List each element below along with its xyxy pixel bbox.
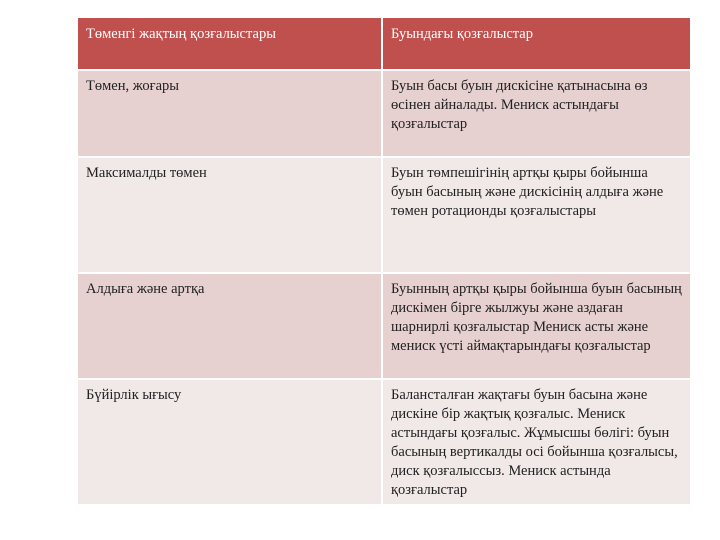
table-header-row [78, 18, 691, 70]
cell-jaw-movement: Максималды төмен [78, 157, 382, 273]
cell-joint-movement: Буын басы буын дискісіне қатынасына өз өсінен айналады. Мениск астындағы қозғалыстар [382, 70, 691, 157]
cell-jaw-movement: Бүйірлік ығысу [78, 379, 382, 505]
header-cell-jaw-movements: Төменгі жақтың қозғалыстары [78, 18, 382, 70]
header-cell-joint-movements: Буындағы қозғалыстар [382, 18, 691, 70]
cell-joint-movement: Буын төмпешігінің артқы қыры бойынша буын басының және дискісінің алдыға және төмен ротационды қозғалыстары [382, 157, 691, 273]
table-row [78, 157, 691, 273]
table-row [78, 273, 691, 379]
table-row [78, 70, 691, 157]
movements-table [78, 18, 692, 506]
table-row [78, 379, 691, 505]
cell-joint-movement: Балансталған жақтағы буын басына және дискіне бір жақтық қозғалыс. Мениск астындағы қозғалыс. Жұмысшы бөлігі: буын басының вертикалды осі бойынша қозғалысы, диск қозғалыссыз. Мениск астында қозғалыстар [382, 379, 691, 505]
cell-joint-movement: Буынның артқы қыры бойынша буын басының дискімен бірге жылжуы және аздаған шарнирлі қозғалыстар Мениск асты және мениск үсті аймақтарындағы қозғалыстар [382, 273, 691, 379]
cell-jaw-movement: Төмен, жоғары [78, 70, 382, 157]
cell-jaw-movement: Алдыға және артқа [78, 273, 382, 379]
